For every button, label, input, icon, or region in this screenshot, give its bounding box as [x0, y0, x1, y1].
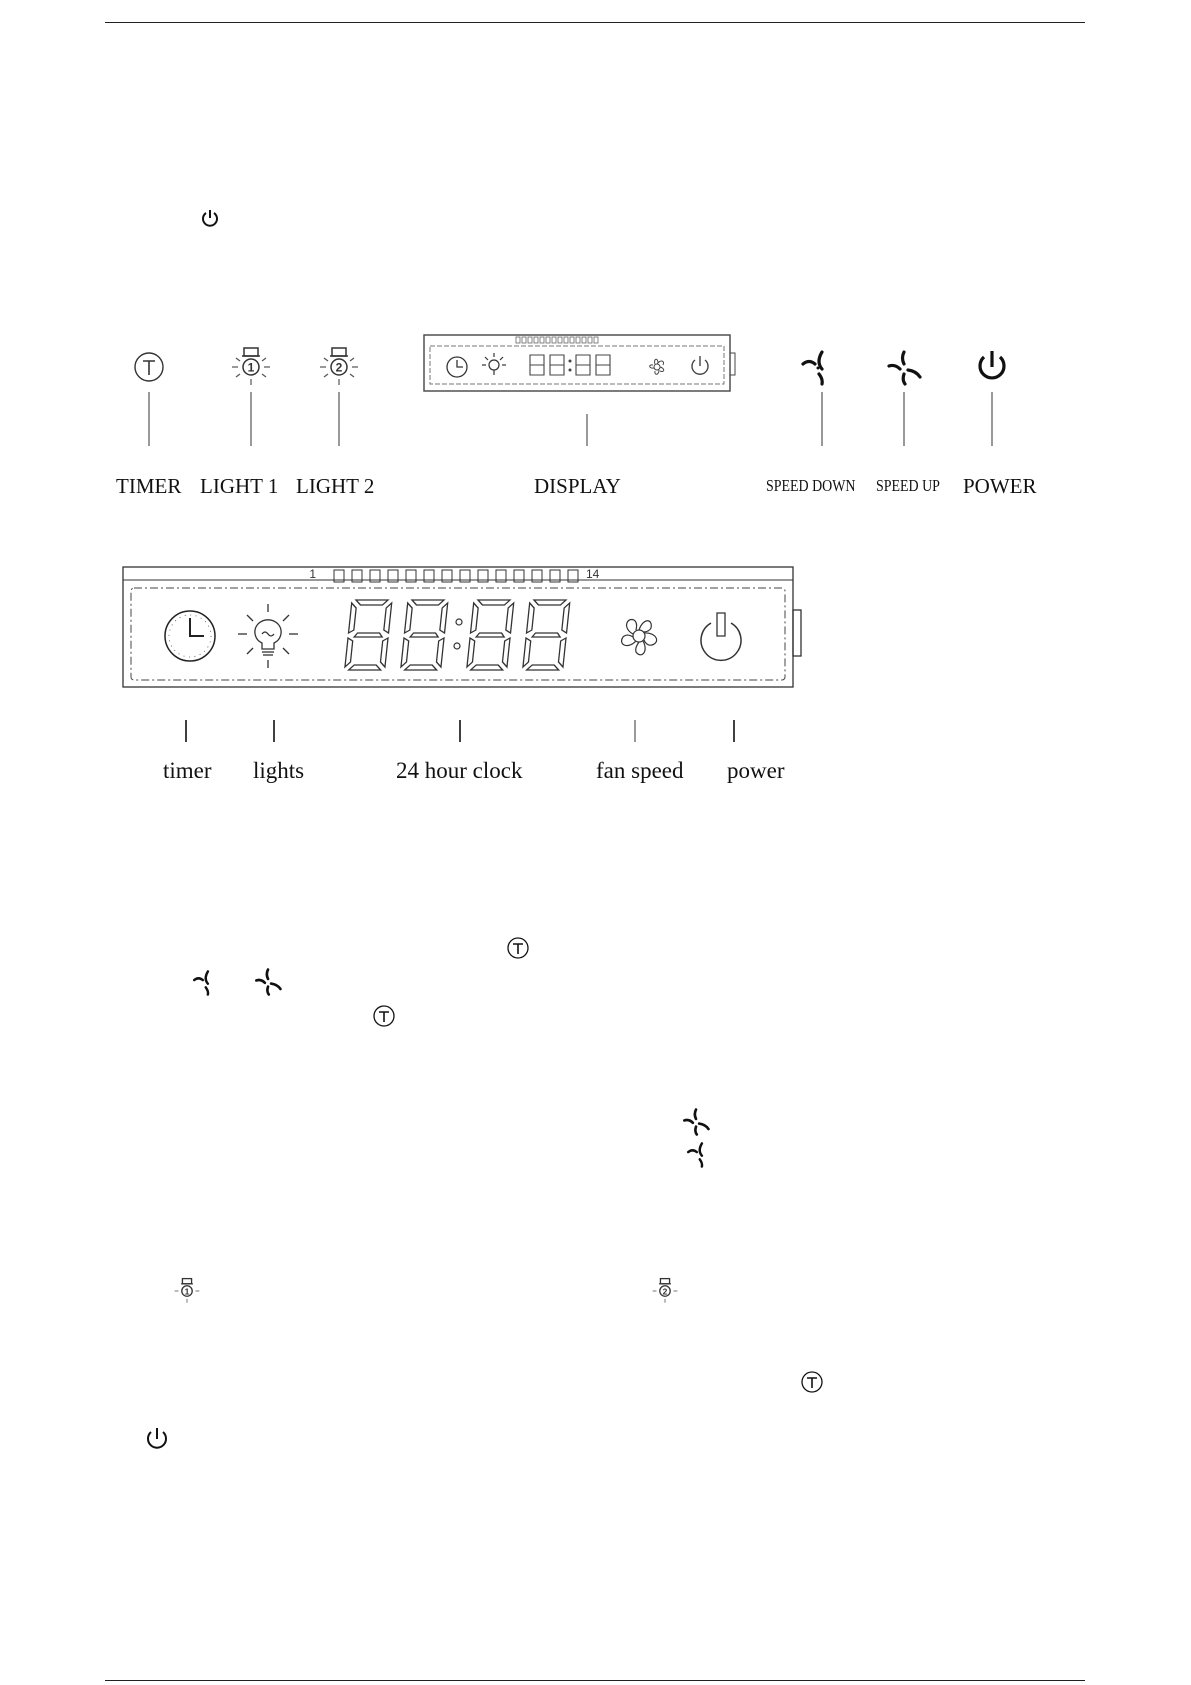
fan-speed-up-icon	[682, 1108, 710, 1136]
fan-speed-up-icon[interactable]	[886, 350, 922, 386]
fan-speed-up-icon	[254, 968, 282, 996]
bulb-icon	[238, 604, 298, 668]
power-icon	[144, 1426, 170, 1452]
label-timer: TIMER	[116, 474, 182, 498]
svg-text:2: 2	[662, 1286, 668, 1297]
clock-icon	[165, 611, 215, 661]
power-button-icon[interactable]	[974, 348, 1010, 384]
speed-bar-small	[516, 337, 598, 343]
light-2-icon[interactable]	[316, 346, 362, 388]
fan-speed-down-icon	[192, 970, 218, 996]
timer-t-icon	[506, 936, 530, 960]
label-speed-up: SPEED UP	[876, 476, 940, 495]
label-speed-down: SPEED DOWN	[766, 476, 856, 495]
display-panel-small	[424, 335, 740, 393]
display-panel-large	[122, 566, 804, 690]
svg-text:1: 1	[247, 360, 255, 375]
power-icon	[701, 613, 741, 660]
legend-timer: timer	[163, 758, 212, 783]
speed-bar-end: 14	[586, 567, 600, 581]
legend-power: power	[727, 758, 785, 783]
light-1-icon	[172, 1276, 202, 1306]
bottom-rule	[105, 1680, 1085, 1681]
label-display: DISPLAY	[534, 474, 621, 498]
top-rule	[105, 22, 1085, 23]
legend-lights: lights	[253, 758, 305, 783]
label-power: POWER	[963, 474, 1037, 498]
timer-t-icon	[372, 1004, 396, 1028]
top-leader-lines	[0, 392, 1191, 450]
bottom-leader-lines	[0, 718, 1191, 746]
power-icon	[200, 208, 220, 228]
timer-button-icon[interactable]	[132, 350, 166, 384]
light-1-icon[interactable]	[228, 346, 274, 388]
timer-t-icon	[800, 1370, 824, 1394]
label-light-1: LIGHT 1	[200, 474, 279, 498]
legend-fan-speed: fan speed	[596, 758, 684, 783]
label-light-2: LIGHT 2	[296, 474, 375, 498]
svg-text:1: 1	[184, 1286, 190, 1297]
fan-speed-down-icon	[686, 1142, 712, 1168]
seven-segment-digits	[345, 600, 570, 670]
fan-icon	[622, 619, 657, 654]
light-2-icon	[650, 1276, 680, 1306]
speed-bar-start: 1	[309, 567, 316, 581]
fan-speed-down-icon[interactable]	[800, 350, 836, 386]
legend-clock: 24 hour clock	[396, 758, 523, 783]
svg-text:2: 2	[335, 360, 343, 375]
